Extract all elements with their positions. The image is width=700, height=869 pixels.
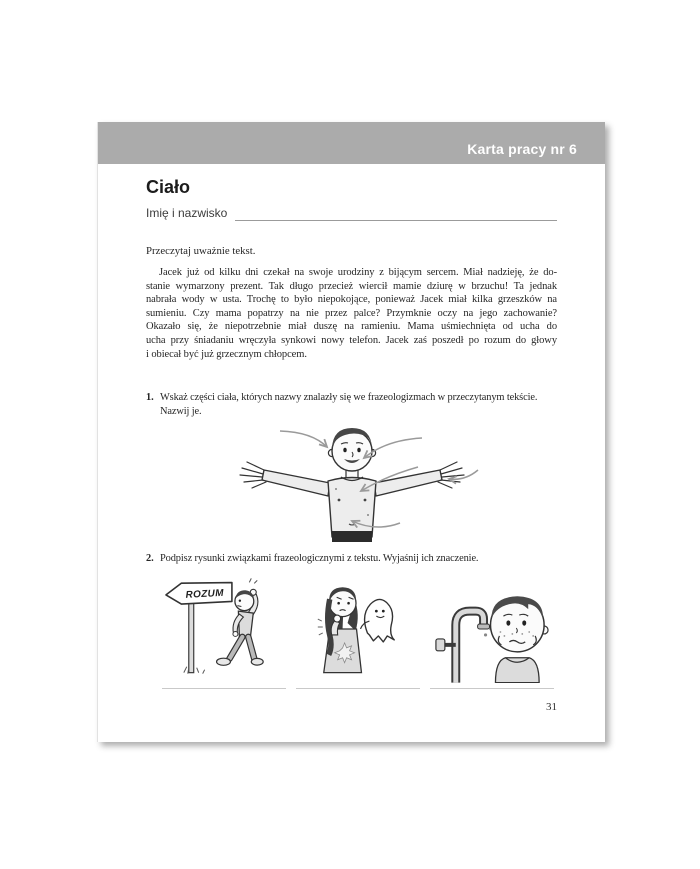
exercise-1-number: 1. (146, 392, 154, 404)
exercise-2-number: 2. (146, 553, 154, 565)
name-fill-line[interactable] (235, 207, 557, 221)
figure-rozum-signpost (158, 573, 289, 689)
exercise1-illustration (146, 419, 557, 546)
water-in-mouth-image (426, 573, 557, 683)
rozum-sign-label: ROZUM (185, 588, 225, 602)
figure-soul-on-shoulder (292, 573, 423, 689)
story-line: stanie wymarzony prezent. Tak długo przecież wiercił mamie dziurę w brzuchu! Ta jednak (146, 280, 557, 292)
ghost-figure (360, 600, 394, 642)
answer-line[interactable] (162, 688, 286, 689)
boy-puffed-cheeks (491, 596, 549, 682)
left-hand (240, 462, 266, 488)
page-number: 31 (546, 701, 557, 714)
page-content (98, 164, 605, 713)
exercise-2-text: Podpisz rysunki związkami frazeologicznymi z tekstu. Wyjaśnij ich znaczenie. (160, 553, 479, 565)
exercise-1-text (160, 391, 557, 419)
worksheet-header-label: Karta pracy nr 6 (467, 141, 577, 157)
exercise-1 (146, 391, 557, 419)
girl-figure (318, 587, 362, 672)
name-label: Imię i nazwisko (146, 206, 228, 220)
story-text (146, 266, 557, 361)
worksheet-page (97, 122, 605, 742)
arrow-to-ear (280, 431, 327, 447)
story-line: Okazało się, że niepotrzebnie miał duszę na ramieniu. Mama uśmiechnięta od ucha do (146, 321, 557, 333)
rozum-sign (165, 581, 232, 605)
exercise-1-line2: Nazwij je. (160, 406, 202, 418)
rozum-signpost-image (158, 573, 289, 683)
answer-line[interactable] (430, 688, 554, 689)
soul-on-shoulder-image (292, 573, 423, 683)
figure-water-in-mouth (426, 573, 557, 689)
answer-line[interactable] (296, 688, 420, 689)
exercise-1-line1: Wskaż części ciała, których nazwy znalazły się we frazeologizmach w przeczytanym tekście. (160, 392, 538, 404)
page-title: Ciało (146, 177, 191, 197)
faucet (436, 611, 492, 682)
exercise2-illustrations (146, 573, 557, 689)
boy-arms-spread-image (222, 419, 482, 546)
exercise-2 (146, 552, 557, 566)
story-line: Jacek już od kilku dni czekał na swoje urodziny z bijącym sercem. Miał nadzieję, że do- (159, 267, 557, 278)
name-row (146, 206, 557, 221)
worksheet-header-band (98, 122, 605, 164)
story-line: nabrała wody w usta. Trochę to było niepokojące, ponieważ Jacek miał kilka grzeszków na (146, 294, 557, 306)
story-line: ucha przy śniadaniu wręczyła synkowi nowy telefon. Jacek zaś poszedł po rozum do głowy (146, 334, 557, 346)
story-line: i obiecał być już grzecznym chłopcem. (146, 348, 307, 360)
story-line: sumieniu. Czy mama popatrzy na nie przez palce? Przymknie oczy na jego zachowanie? (146, 307, 557, 319)
right-hand (438, 462, 464, 488)
reading-instruction: Przeczytaj uważnie tekst. (146, 245, 256, 257)
